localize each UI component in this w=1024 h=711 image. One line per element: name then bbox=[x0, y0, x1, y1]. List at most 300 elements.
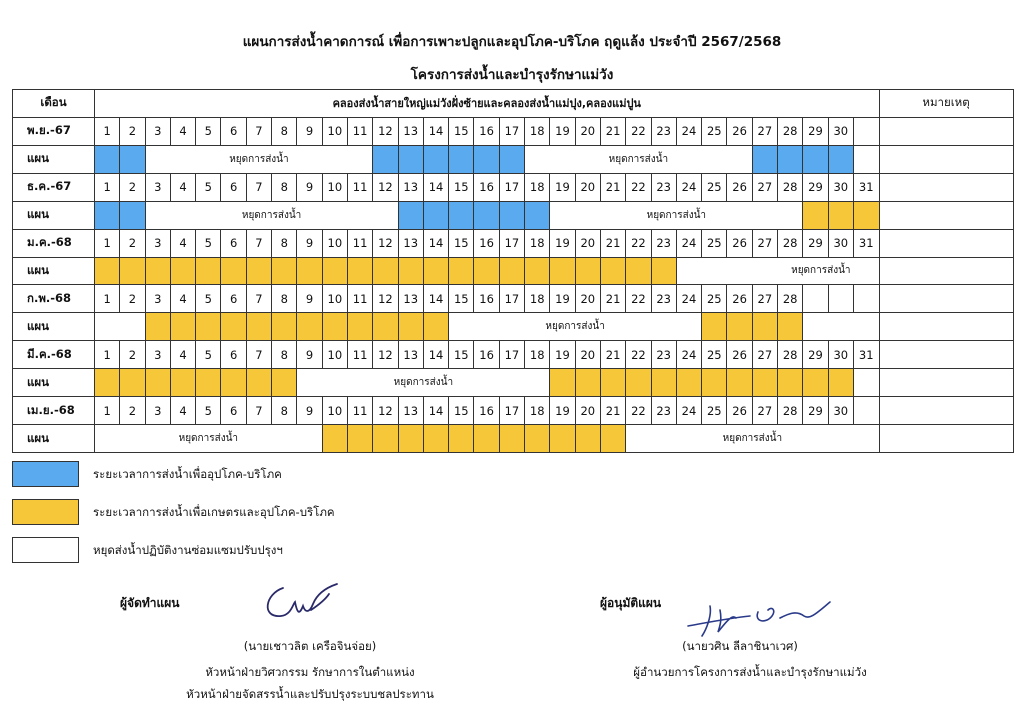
day-cell: 9 bbox=[297, 285, 322, 313]
blue-period-cell bbox=[449, 145, 474, 173]
day-cell: 14 bbox=[423, 397, 448, 425]
day-cell: 4 bbox=[170, 285, 195, 313]
day-cell: 3 bbox=[145, 229, 170, 257]
day-cell: 4 bbox=[170, 117, 195, 145]
day-cell: 16 bbox=[474, 229, 499, 257]
stop-period: หยุดการส่งน้ำ bbox=[145, 145, 373, 173]
yellow-period-cell bbox=[170, 369, 195, 397]
day-cell: 23 bbox=[651, 229, 676, 257]
blue-period-cell bbox=[752, 145, 777, 173]
canal-header: คลองส่งน้ำสายใหญ่แม่วังฝั่งซ้ายและคลองส่งน้ำแม่ปุง,คลองแม่ปูน bbox=[95, 90, 880, 118]
day-cell: 21 bbox=[600, 285, 625, 313]
stop-period: หยุดการส่งน้ำ bbox=[297, 369, 550, 397]
yellow-period-cell bbox=[778, 369, 803, 397]
yellow-period-cell bbox=[297, 313, 322, 341]
day-cell: 16 bbox=[474, 285, 499, 313]
day-cell: 10 bbox=[322, 229, 347, 257]
plan-label: แผน bbox=[13, 257, 95, 285]
yellow-period-cell bbox=[778, 313, 803, 341]
day-cell: 12 bbox=[373, 117, 398, 145]
day-cell: 31 bbox=[853, 341, 879, 369]
day-cell: 6 bbox=[221, 173, 246, 201]
empty-period bbox=[853, 145, 879, 173]
day-cell: 10 bbox=[322, 341, 347, 369]
day-cell: 24 bbox=[676, 173, 701, 201]
yellow-period-cell bbox=[423, 425, 448, 453]
yellow-period-cell bbox=[550, 425, 575, 453]
day-cell: 25 bbox=[702, 229, 727, 257]
day-cell: 5 bbox=[196, 117, 221, 145]
yellow-period-cell bbox=[246, 257, 271, 285]
yellow-period-cell bbox=[474, 257, 499, 285]
plan-row bbox=[13, 145, 1014, 173]
stop-period: หยุดการส่งน้ำ bbox=[550, 201, 803, 229]
day-cell: 17 bbox=[499, 117, 524, 145]
day-cell: 1 bbox=[95, 229, 120, 257]
blue-period-cell bbox=[373, 145, 398, 173]
day-row bbox=[13, 229, 1014, 257]
stop-period: หยุดการส่งน้ำ bbox=[145, 201, 398, 229]
day-cell: 21 bbox=[600, 341, 625, 369]
day-cell: 5 bbox=[196, 397, 221, 425]
day-cell: 2 bbox=[120, 397, 145, 425]
day-cell: 28 bbox=[778, 229, 803, 257]
day-cell: 21 bbox=[600, 173, 625, 201]
month-label: ธ.ค.-67 bbox=[13, 173, 95, 201]
day-cell: 24 bbox=[676, 397, 701, 425]
day-cell: 15 bbox=[449, 285, 474, 313]
remark-cell bbox=[879, 425, 1013, 453]
remark-cell bbox=[879, 117, 1013, 145]
blue-period-cell bbox=[423, 201, 448, 229]
day-cell: 12 bbox=[373, 341, 398, 369]
day-cell: 20 bbox=[575, 397, 600, 425]
yellow-period-cell bbox=[373, 257, 398, 285]
day-cell: 8 bbox=[272, 341, 297, 369]
empty-period bbox=[803, 313, 879, 341]
remark-cell bbox=[879, 369, 1013, 397]
yellow-period-cell bbox=[145, 257, 170, 285]
stop-period: หยุดการส่งน้ำ bbox=[626, 425, 879, 453]
month-header: เดือน bbox=[13, 90, 95, 118]
day-cell: 3 bbox=[145, 173, 170, 201]
day-cell bbox=[853, 285, 879, 313]
day-cell: 28 bbox=[778, 117, 803, 145]
yellow-period-cell bbox=[246, 369, 271, 397]
blue-period-cell bbox=[423, 145, 448, 173]
remark-header: หมายเหตุ bbox=[879, 90, 1013, 118]
day-cell: 3 bbox=[145, 285, 170, 313]
day-cell: 25 bbox=[702, 173, 727, 201]
approver-label: ผู้อนุมัติแผน bbox=[600, 596, 662, 610]
yellow-period-cell bbox=[803, 201, 828, 229]
document-title: แผนการส่งน้ำคาดการณ์ เพื่อการเพาะปลูกและอุปโภค-บริโภค ฤดูแล้ง ประจำปี 2567/2568 bbox=[242, 34, 782, 50]
day-cell: 1 bbox=[95, 285, 120, 313]
header-row bbox=[13, 90, 1014, 118]
blue-period-cell bbox=[398, 145, 423, 173]
yellow-period-cell bbox=[499, 257, 524, 285]
day-cell: 18 bbox=[525, 117, 550, 145]
day-cell: 8 bbox=[272, 229, 297, 257]
day-cell: 11 bbox=[347, 173, 372, 201]
day-cell: 24 bbox=[676, 285, 701, 313]
day-cell: 22 bbox=[626, 341, 651, 369]
yellow-period-cell bbox=[626, 369, 651, 397]
day-cell: 11 bbox=[347, 397, 372, 425]
plan-row bbox=[13, 257, 1014, 285]
day-cell: 4 bbox=[170, 341, 195, 369]
day-cell: 13 bbox=[398, 117, 423, 145]
day-cell: 25 bbox=[702, 341, 727, 369]
day-cell: 15 bbox=[449, 229, 474, 257]
day-cell: 4 bbox=[170, 397, 195, 425]
yellow-period-cell bbox=[651, 257, 676, 285]
day-cell: 16 bbox=[474, 117, 499, 145]
legend-swatch-blue bbox=[12, 461, 79, 487]
preparer-position-1: หัวหน้าฝ่ายวิศวกรรม รักษาการในตำแหน่ง bbox=[205, 665, 415, 679]
day-cell: 7 bbox=[246, 341, 271, 369]
yellow-period-cell bbox=[727, 369, 752, 397]
day-cell: 13 bbox=[398, 397, 423, 425]
yellow-period-cell bbox=[550, 369, 575, 397]
day-cell bbox=[853, 397, 879, 425]
day-cell: 9 bbox=[297, 173, 322, 201]
plan-row bbox=[13, 313, 1014, 341]
day-cell: 5 bbox=[196, 341, 221, 369]
yellow-period-cell bbox=[272, 313, 297, 341]
yellow-period-cell bbox=[272, 257, 297, 285]
day-cell: 23 bbox=[651, 173, 676, 201]
yellow-period-cell bbox=[702, 313, 727, 341]
day-cell: 23 bbox=[651, 285, 676, 313]
blue-period-cell bbox=[95, 145, 120, 173]
day-cell: 27 bbox=[752, 341, 777, 369]
yellow-period-cell bbox=[221, 257, 246, 285]
yellow-period-cell bbox=[196, 369, 221, 397]
yellow-period-cell bbox=[676, 369, 701, 397]
preparer-label: ผู้จัดทำแผน bbox=[120, 596, 180, 610]
day-cell: 28 bbox=[778, 397, 803, 425]
day-cell: 20 bbox=[575, 341, 600, 369]
day-cell: 26 bbox=[727, 285, 752, 313]
day-cell: 19 bbox=[550, 285, 575, 313]
yellow-period-cell bbox=[347, 257, 372, 285]
stop-period: หยุดการส่งน้ำ bbox=[525, 145, 753, 173]
day-cell: 31 bbox=[853, 173, 879, 201]
day-cell: 14 bbox=[423, 117, 448, 145]
yellow-period-cell bbox=[170, 257, 195, 285]
day-cell: 5 bbox=[196, 173, 221, 201]
day-row bbox=[13, 397, 1014, 425]
day-cell: 14 bbox=[423, 341, 448, 369]
month-label: มี.ค.-68 bbox=[13, 341, 95, 369]
day-cell: 9 bbox=[297, 397, 322, 425]
day-cell: 23 bbox=[651, 117, 676, 145]
yellow-period-cell bbox=[246, 313, 271, 341]
day-cell: 30 bbox=[828, 117, 853, 145]
day-cell: 2 bbox=[120, 285, 145, 313]
day-cell: 6 bbox=[221, 285, 246, 313]
blue-period-cell bbox=[474, 201, 499, 229]
day-cell bbox=[828, 285, 853, 313]
day-cell: 6 bbox=[221, 397, 246, 425]
day-cell: 18 bbox=[525, 285, 550, 313]
day-cell: 20 bbox=[575, 285, 600, 313]
day-cell: 21 bbox=[600, 229, 625, 257]
day-cell: 11 bbox=[347, 229, 372, 257]
yellow-period-cell bbox=[752, 313, 777, 341]
day-cell: 23 bbox=[651, 397, 676, 425]
day-cell: 4 bbox=[170, 173, 195, 201]
yellow-period-cell bbox=[853, 201, 879, 229]
yellow-period-cell bbox=[170, 313, 195, 341]
legend-text-white: หยุดส่งน้ำปฏิบัติงานซ่อมแซมปรับปรุงฯ bbox=[93, 543, 283, 557]
day-cell: 18 bbox=[525, 173, 550, 201]
day-cell: 7 bbox=[246, 173, 271, 201]
plan-row bbox=[13, 425, 1014, 453]
day-cell: 19 bbox=[550, 341, 575, 369]
day-cell: 10 bbox=[322, 285, 347, 313]
blue-period-cell bbox=[95, 201, 120, 229]
yellow-period-cell bbox=[347, 313, 372, 341]
blue-period-cell bbox=[803, 145, 828, 173]
day-row bbox=[13, 173, 1014, 201]
day-cell: 27 bbox=[752, 285, 777, 313]
day-cell: 3 bbox=[145, 397, 170, 425]
day-cell: 27 bbox=[752, 229, 777, 257]
yellow-period-cell bbox=[423, 257, 448, 285]
day-cell: 3 bbox=[145, 117, 170, 145]
yellow-period-cell bbox=[373, 313, 398, 341]
day-cell: 29 bbox=[803, 173, 828, 201]
yellow-period-cell bbox=[550, 257, 575, 285]
day-cell: 1 bbox=[95, 397, 120, 425]
yellow-period-cell bbox=[373, 425, 398, 453]
yellow-period-cell bbox=[600, 369, 625, 397]
legend-swatch-yellow bbox=[12, 499, 79, 525]
day-cell: 9 bbox=[297, 117, 322, 145]
plan-label: แผน bbox=[13, 201, 95, 229]
approver-signature bbox=[680, 592, 850, 642]
day-cell: 12 bbox=[373, 397, 398, 425]
day-cell: 22 bbox=[626, 397, 651, 425]
blue-period-cell bbox=[120, 145, 145, 173]
yellow-period-cell bbox=[702, 369, 727, 397]
day-row bbox=[13, 117, 1014, 145]
yellow-period-cell bbox=[398, 313, 423, 341]
month-label: เม.ย.-68 bbox=[13, 397, 95, 425]
month-label: ก.พ.-68 bbox=[13, 285, 95, 313]
day-cell: 30 bbox=[828, 341, 853, 369]
yellow-period-cell bbox=[828, 369, 853, 397]
day-cell: 31 bbox=[853, 229, 879, 257]
day-cell: 17 bbox=[499, 229, 524, 257]
blue-period-cell bbox=[499, 201, 524, 229]
day-cell: 30 bbox=[828, 229, 853, 257]
day-cell: 13 bbox=[398, 341, 423, 369]
day-cell: 7 bbox=[246, 285, 271, 313]
yellow-period-cell bbox=[575, 425, 600, 453]
legend-text-yellow: ระยะเวลาการส่งน้ำเพื่อเกษตรและอุปโภค-บริโภค bbox=[93, 505, 335, 519]
day-cell: 30 bbox=[828, 397, 853, 425]
legend-swatch-white bbox=[12, 537, 79, 563]
yellow-period-cell bbox=[398, 425, 423, 453]
yellow-period-cell bbox=[322, 313, 347, 341]
yellow-period-cell bbox=[297, 257, 322, 285]
approver-name: (นายวศิน ลีลาชินาเวศ) bbox=[682, 639, 798, 653]
day-cell: 1 bbox=[95, 341, 120, 369]
remark-cell bbox=[879, 341, 1013, 369]
stop-period: หยุดการส่งน้ำ bbox=[449, 313, 702, 341]
plan-row bbox=[13, 369, 1014, 397]
day-cell: 20 bbox=[575, 117, 600, 145]
day-cell: 2 bbox=[120, 117, 145, 145]
day-cell: 10 bbox=[322, 173, 347, 201]
day-cell: 28 bbox=[778, 341, 803, 369]
day-cell: 7 bbox=[246, 397, 271, 425]
day-cell: 4 bbox=[170, 229, 195, 257]
day-cell: 15 bbox=[449, 397, 474, 425]
day-cell: 24 bbox=[676, 117, 701, 145]
plan-label: แผน bbox=[13, 369, 95, 397]
day-cell: 29 bbox=[803, 341, 828, 369]
remark-cell bbox=[879, 229, 1013, 257]
plan-label: แผน bbox=[13, 145, 95, 173]
yellow-period-cell bbox=[221, 369, 246, 397]
empty-period bbox=[853, 369, 879, 397]
day-cell: 21 bbox=[600, 397, 625, 425]
day-cell: 6 bbox=[221, 229, 246, 257]
day-cell: 18 bbox=[525, 341, 550, 369]
day-cell: 24 bbox=[676, 229, 701, 257]
month-label: ม.ค.-68 bbox=[13, 229, 95, 257]
day-cell: 28 bbox=[778, 285, 803, 313]
day-cell: 8 bbox=[272, 173, 297, 201]
day-cell: 12 bbox=[373, 173, 398, 201]
day-cell: 25 bbox=[702, 117, 727, 145]
blue-period-cell bbox=[398, 201, 423, 229]
schedule-table bbox=[12, 89, 1014, 453]
day-cell: 9 bbox=[297, 229, 322, 257]
day-cell: 10 bbox=[322, 117, 347, 145]
day-cell: 18 bbox=[525, 229, 550, 257]
day-cell: 26 bbox=[727, 173, 752, 201]
blue-period-cell bbox=[499, 145, 524, 173]
day-cell: 22 bbox=[626, 173, 651, 201]
blue-period-cell bbox=[120, 201, 145, 229]
day-cell: 24 bbox=[676, 341, 701, 369]
day-cell: 23 bbox=[651, 341, 676, 369]
day-cell: 1 bbox=[95, 173, 120, 201]
day-cell: 11 bbox=[347, 341, 372, 369]
day-cell: 26 bbox=[727, 397, 752, 425]
blue-period-cell bbox=[778, 145, 803, 173]
day-cell: 11 bbox=[347, 285, 372, 313]
day-cell: 12 bbox=[373, 285, 398, 313]
day-cell: 22 bbox=[626, 117, 651, 145]
plan-label: แผน bbox=[13, 313, 95, 341]
yellow-period-cell bbox=[752, 369, 777, 397]
day-cell: 26 bbox=[727, 341, 752, 369]
yellow-period-cell bbox=[196, 257, 221, 285]
yellow-period-cell bbox=[651, 369, 676, 397]
yellow-period-cell bbox=[600, 257, 625, 285]
yellow-period-cell bbox=[525, 425, 550, 453]
yellow-period-cell bbox=[499, 425, 524, 453]
document-subtitle: โครงการส่งน้ำและบำรุงรักษาแม่วัง bbox=[410, 67, 614, 83]
blue-period-cell bbox=[449, 201, 474, 229]
day-cell: 25 bbox=[702, 285, 727, 313]
day-cell: 15 bbox=[449, 341, 474, 369]
yellow-period-cell bbox=[727, 313, 752, 341]
day-cell: 12 bbox=[373, 229, 398, 257]
stop-period: หยุดการส่งน้ำ bbox=[676, 257, 879, 285]
remark-cell bbox=[879, 285, 1013, 313]
month-label: พ.ย.-67 bbox=[13, 117, 95, 145]
yellow-period-cell bbox=[449, 425, 474, 453]
day-cell bbox=[803, 285, 828, 313]
approver-position: ผู้อำนวยการโครงการส่งน้ำและบำรุงรักษาแม่วัง bbox=[633, 665, 867, 679]
yellow-period-cell bbox=[95, 369, 120, 397]
day-cell: 19 bbox=[550, 173, 575, 201]
day-row bbox=[13, 285, 1014, 313]
day-cell: 14 bbox=[423, 285, 448, 313]
yellow-period-cell bbox=[95, 257, 120, 285]
yellow-period-cell bbox=[626, 257, 651, 285]
day-cell: 2 bbox=[120, 341, 145, 369]
stop-period: หยุดการส่งน้ำ bbox=[95, 425, 323, 453]
yellow-period-cell bbox=[449, 257, 474, 285]
yellow-period-cell bbox=[398, 257, 423, 285]
yellow-period-cell bbox=[272, 369, 297, 397]
day-cell: 16 bbox=[474, 173, 499, 201]
day-cell: 17 bbox=[499, 173, 524, 201]
remark-cell bbox=[879, 257, 1013, 285]
day-cell: 15 bbox=[449, 173, 474, 201]
day-cell: 8 bbox=[272, 117, 297, 145]
day-cell: 16 bbox=[474, 341, 499, 369]
day-cell: 5 bbox=[196, 229, 221, 257]
day-cell: 15 bbox=[449, 117, 474, 145]
yellow-period-cell bbox=[347, 425, 372, 453]
day-cell: 5 bbox=[196, 285, 221, 313]
day-cell: 26 bbox=[727, 117, 752, 145]
remark-cell bbox=[879, 397, 1013, 425]
remark-cell bbox=[879, 313, 1013, 341]
remark-cell bbox=[879, 145, 1013, 173]
yellow-period-cell bbox=[525, 257, 550, 285]
yellow-period-cell bbox=[322, 257, 347, 285]
day-cell: 14 bbox=[423, 173, 448, 201]
yellow-period-cell bbox=[600, 425, 625, 453]
day-cell: 6 bbox=[221, 117, 246, 145]
day-cell: 13 bbox=[398, 229, 423, 257]
day-cell: 28 bbox=[778, 173, 803, 201]
day-cell: 7 bbox=[246, 229, 271, 257]
day-cell: 2 bbox=[120, 173, 145, 201]
day-cell: 2 bbox=[120, 229, 145, 257]
remark-cell bbox=[879, 173, 1013, 201]
day-cell: 7 bbox=[246, 117, 271, 145]
plan-row bbox=[13, 201, 1014, 229]
yellow-period-cell bbox=[828, 201, 853, 229]
yellow-period-cell bbox=[575, 257, 600, 285]
day-row bbox=[13, 341, 1014, 369]
day-cell: 29 bbox=[803, 117, 828, 145]
yellow-period-cell bbox=[221, 313, 246, 341]
day-cell: 22 bbox=[626, 229, 651, 257]
yellow-period-cell bbox=[145, 369, 170, 397]
